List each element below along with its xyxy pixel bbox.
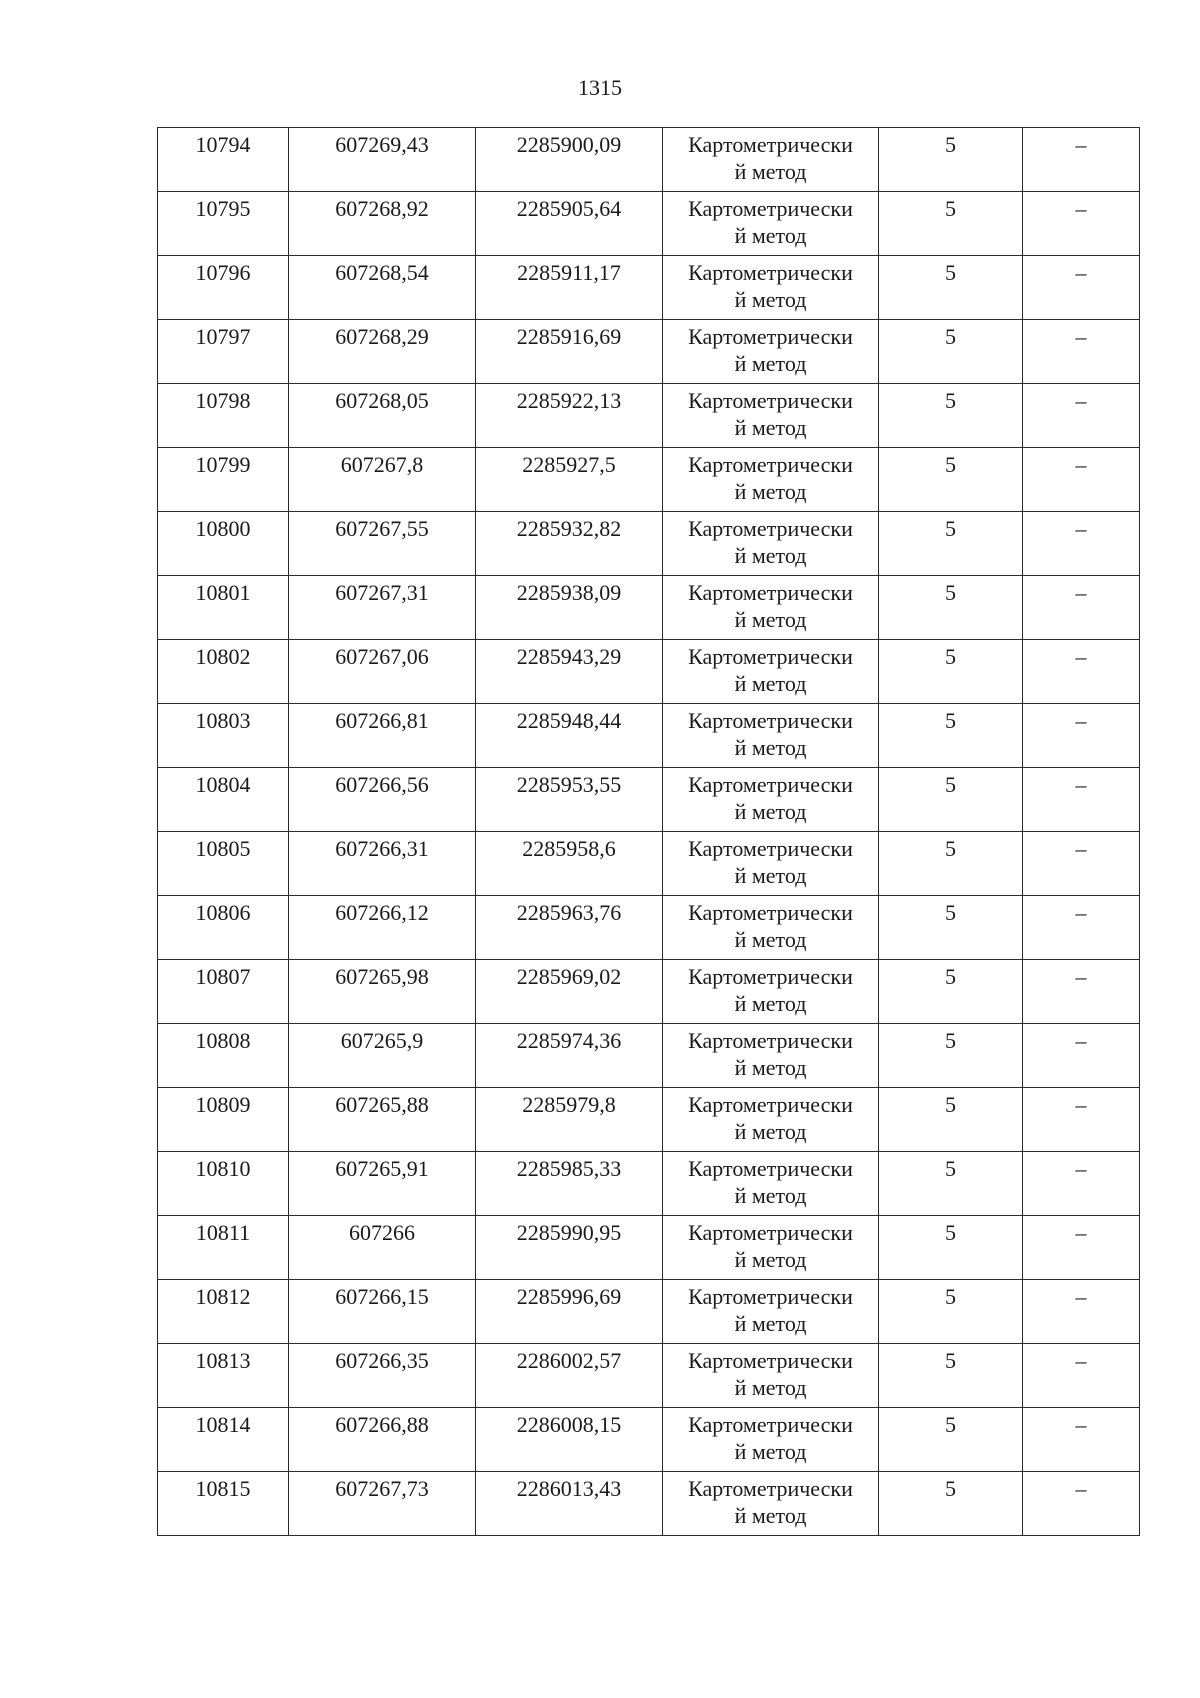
y-coordinate-cell: 2285990,95: [476, 1216, 663, 1280]
point-number-cell: 10814: [158, 1408, 289, 1472]
point-number-cell: 10802: [158, 640, 289, 704]
coordinates-table-body: [158, 128, 1140, 1536]
point-number-cell: 10801: [158, 576, 289, 640]
method-cell: [663, 832, 879, 896]
method-text-line: Картометрически: [688, 900, 853, 925]
point-number-cell: 10795: [158, 192, 289, 256]
table-row: [158, 704, 1140, 768]
x-coordinate-cell: 607266: [289, 1216, 476, 1280]
y-coordinate-cell: 2285958,6: [476, 832, 663, 896]
note-cell: –: [1023, 704, 1140, 768]
method-text-line: Картометрически: [688, 324, 853, 349]
accuracy-cell: 5: [879, 1408, 1023, 1472]
accuracy-cell: 5: [879, 1216, 1023, 1280]
x-coordinate-cell: 607267,73: [289, 1472, 476, 1536]
y-coordinate-cell: 2285948,44: [476, 704, 663, 768]
note-cell: –: [1023, 320, 1140, 384]
method-cell: [663, 896, 879, 960]
x-coordinate-cell: 607266,56: [289, 768, 476, 832]
method-cell: [663, 704, 879, 768]
note-cell: –: [1023, 1152, 1140, 1216]
y-coordinate-cell: 2286002,57: [476, 1344, 663, 1408]
method-text-line: й метод: [734, 351, 807, 376]
method-text-line: Картометрически: [688, 964, 853, 989]
table-row: [158, 1280, 1140, 1344]
note-cell: –: [1023, 1216, 1140, 1280]
method-text-line: й метод: [734, 799, 807, 824]
note-cell: –: [1023, 1472, 1140, 1536]
method-text-line: Картометрически: [688, 1028, 853, 1053]
table-row: [158, 576, 1140, 640]
method-cell: [663, 320, 879, 384]
point-number-cell: 10815: [158, 1472, 289, 1536]
method-text-line: й метод: [734, 1119, 807, 1144]
method-text-line: й метод: [734, 543, 807, 568]
table-row: [158, 1088, 1140, 1152]
accuracy-cell: 5: [879, 704, 1023, 768]
method-cell: [663, 128, 879, 192]
point-number-cell: 10806: [158, 896, 289, 960]
table-row: [158, 832, 1140, 896]
method-cell: [663, 1024, 879, 1088]
table-row: [158, 128, 1140, 192]
accuracy-cell: 5: [879, 448, 1023, 512]
method-text-line: Картометрически: [688, 1220, 853, 1245]
y-coordinate-cell: 2285974,36: [476, 1024, 663, 1088]
method-cell: [663, 384, 879, 448]
accuracy-cell: 5: [879, 320, 1023, 384]
table-row: [158, 384, 1140, 448]
page-number: 1315: [578, 75, 622, 100]
note-cell: –: [1023, 832, 1140, 896]
method-cell: [663, 1472, 879, 1536]
method-cell: [663, 1280, 879, 1344]
x-coordinate-cell: 607265,9: [289, 1024, 476, 1088]
accuracy-cell: 5: [879, 1472, 1023, 1536]
accuracy-cell: 5: [879, 384, 1023, 448]
method-cell: [663, 1088, 879, 1152]
x-coordinate-cell: 607265,91: [289, 1152, 476, 1216]
note-cell: –: [1023, 1088, 1140, 1152]
note-cell: –: [1023, 128, 1140, 192]
y-coordinate-cell: 2285916,69: [476, 320, 663, 384]
x-coordinate-cell: 607268,54: [289, 256, 476, 320]
table-row: [158, 1408, 1140, 1472]
method-cell: [663, 768, 879, 832]
note-cell: –: [1023, 192, 1140, 256]
accuracy-cell: 5: [879, 1344, 1023, 1408]
x-coordinate-cell: 607267,31: [289, 576, 476, 640]
x-coordinate-cell: 607267,55: [289, 512, 476, 576]
table-row: [158, 960, 1140, 1024]
x-coordinate-cell: 607266,12: [289, 896, 476, 960]
y-coordinate-cell: 2285953,55: [476, 768, 663, 832]
coordinates-table: [157, 127, 1140, 1536]
method-text-line: й метод: [734, 735, 807, 760]
y-coordinate-cell: 2285911,17: [476, 256, 663, 320]
point-number-cell: 10811: [158, 1216, 289, 1280]
note-cell: –: [1023, 384, 1140, 448]
x-coordinate-cell: 607268,05: [289, 384, 476, 448]
x-coordinate-cell: 607266,15: [289, 1280, 476, 1344]
x-coordinate-cell: 607265,88: [289, 1088, 476, 1152]
method-text-line: Картометрически: [688, 132, 853, 157]
note-cell: –: [1023, 1344, 1140, 1408]
y-coordinate-cell: 2286013,43: [476, 1472, 663, 1536]
table-row: [158, 1344, 1140, 1408]
accuracy-cell: 5: [879, 192, 1023, 256]
y-coordinate-cell: 2285927,5: [476, 448, 663, 512]
method-text-line: Картометрически: [688, 1348, 853, 1373]
x-coordinate-cell: 607266,35: [289, 1344, 476, 1408]
accuracy-cell: 5: [879, 832, 1023, 896]
method-text-line: й метод: [734, 1375, 807, 1400]
method-text-line: й метод: [734, 1439, 807, 1464]
y-coordinate-cell: 2286008,15: [476, 1408, 663, 1472]
y-coordinate-cell: 2285963,76: [476, 896, 663, 960]
note-cell: –: [1023, 1280, 1140, 1344]
accuracy-cell: 5: [879, 960, 1023, 1024]
table-row: [158, 1216, 1140, 1280]
table-row: [158, 1472, 1140, 1536]
note-cell: –: [1023, 256, 1140, 320]
note-cell: –: [1023, 448, 1140, 512]
point-number-cell: 10805: [158, 832, 289, 896]
method-text-line: Картометрически: [688, 580, 853, 605]
point-number-cell: 10812: [158, 1280, 289, 1344]
note-cell: –: [1023, 1024, 1140, 1088]
x-coordinate-cell: 607266,31: [289, 832, 476, 896]
method-text-line: Картометрически: [688, 196, 853, 221]
method-text-line: й метод: [734, 607, 807, 632]
method-cell: [663, 256, 879, 320]
y-coordinate-cell: 2285969,02: [476, 960, 663, 1024]
accuracy-cell: 5: [879, 1280, 1023, 1344]
y-coordinate-cell: 2285979,8: [476, 1088, 663, 1152]
method-text-line: й метод: [734, 159, 807, 184]
y-coordinate-cell: 2285985,33: [476, 1152, 663, 1216]
method-text-line: й метод: [734, 1311, 807, 1336]
method-text-line: Картометрически: [688, 260, 853, 285]
note-cell: –: [1023, 768, 1140, 832]
accuracy-cell: 5: [879, 576, 1023, 640]
point-number-cell: 10794: [158, 128, 289, 192]
method-cell: [663, 192, 879, 256]
method-cell: [663, 1216, 879, 1280]
method-text-line: Картометрически: [688, 1092, 853, 1117]
point-number-cell: 10808: [158, 1024, 289, 1088]
method-text-line: й метод: [734, 415, 807, 440]
method-text-line: й метод: [734, 287, 807, 312]
method-cell: [663, 640, 879, 704]
method-text-line: й метод: [734, 1503, 807, 1528]
note-cell: –: [1023, 576, 1140, 640]
table-row: [158, 768, 1140, 832]
point-number-cell: 10809: [158, 1088, 289, 1152]
method-cell: [663, 960, 879, 1024]
accuracy-cell: 5: [879, 128, 1023, 192]
method-text-line: й метод: [734, 863, 807, 888]
point-number-cell: 10803: [158, 704, 289, 768]
method-cell: [663, 512, 879, 576]
table-row: [158, 896, 1140, 960]
y-coordinate-cell: 2285996,69: [476, 1280, 663, 1344]
table-row: [158, 320, 1140, 384]
table-row: [158, 1152, 1140, 1216]
point-number-cell: 10810: [158, 1152, 289, 1216]
note-cell: –: [1023, 896, 1140, 960]
note-cell: –: [1023, 1408, 1140, 1472]
point-number-cell: 10807: [158, 960, 289, 1024]
accuracy-cell: 5: [879, 1152, 1023, 1216]
method-text-line: Картометрически: [688, 772, 853, 797]
method-text-line: Картометрически: [688, 516, 853, 541]
x-coordinate-cell: 607267,06: [289, 640, 476, 704]
y-coordinate-cell: 2285938,09: [476, 576, 663, 640]
method-cell: [663, 1152, 879, 1216]
table-row: [158, 640, 1140, 704]
method-cell: [663, 576, 879, 640]
x-coordinate-cell: 607266,81: [289, 704, 476, 768]
note-cell: –: [1023, 960, 1140, 1024]
y-coordinate-cell: 2285943,29: [476, 640, 663, 704]
method-cell: [663, 1344, 879, 1408]
method-text-line: й метод: [734, 1247, 807, 1272]
table-row: [158, 1024, 1140, 1088]
accuracy-cell: 5: [879, 1088, 1023, 1152]
note-cell: –: [1023, 512, 1140, 576]
point-number-cell: 10804: [158, 768, 289, 832]
table-row: [158, 256, 1140, 320]
x-coordinate-cell: 607267,8: [289, 448, 476, 512]
method-text-line: Картометрически: [688, 708, 853, 733]
method-text-line: й метод: [734, 223, 807, 248]
point-number-cell: 10796: [158, 256, 289, 320]
x-coordinate-cell: 607268,29: [289, 320, 476, 384]
method-text-line: й метод: [734, 1055, 807, 1080]
method-text-line: й метод: [734, 1183, 807, 1208]
method-text-line: Картометрически: [688, 452, 853, 477]
method-text-line: Картометрически: [688, 1284, 853, 1309]
point-number-cell: 10800: [158, 512, 289, 576]
table-row: [158, 448, 1140, 512]
point-number-cell: 10799: [158, 448, 289, 512]
accuracy-cell: 5: [879, 512, 1023, 576]
table-row: [158, 192, 1140, 256]
method-text-line: Картометрически: [688, 1476, 853, 1501]
x-coordinate-cell: 607265,98: [289, 960, 476, 1024]
method-text-line: й метод: [734, 991, 807, 1016]
x-coordinate-cell: 607266,88: [289, 1408, 476, 1472]
method-text-line: Картометрически: [688, 644, 853, 669]
table-row: [158, 512, 1140, 576]
accuracy-cell: 5: [879, 256, 1023, 320]
x-coordinate-cell: 607269,43: [289, 128, 476, 192]
y-coordinate-cell: 2285900,09: [476, 128, 663, 192]
method-cell: [663, 448, 879, 512]
accuracy-cell: 5: [879, 1024, 1023, 1088]
x-coordinate-cell: 607268,92: [289, 192, 476, 256]
method-text-line: Картометрически: [688, 388, 853, 413]
y-coordinate-cell: 2285905,64: [476, 192, 663, 256]
point-number-cell: 10797: [158, 320, 289, 384]
method-text-line: й метод: [734, 671, 807, 696]
method-text-line: Картометрически: [688, 1412, 853, 1437]
accuracy-cell: 5: [879, 640, 1023, 704]
method-text-line: й метод: [734, 927, 807, 952]
method-text-line: Картометрически: [688, 836, 853, 861]
method-text-line: й метод: [734, 479, 807, 504]
accuracy-cell: 5: [879, 896, 1023, 960]
point-number-cell: 10798: [158, 384, 289, 448]
point-number-cell: 10813: [158, 1344, 289, 1408]
accuracy-cell: 5: [879, 768, 1023, 832]
y-coordinate-cell: 2285922,13: [476, 384, 663, 448]
note-cell: –: [1023, 640, 1140, 704]
y-coordinate-cell: 2285932,82: [476, 512, 663, 576]
method-text-line: Картометрически: [688, 1156, 853, 1181]
method-cell: [663, 1408, 879, 1472]
